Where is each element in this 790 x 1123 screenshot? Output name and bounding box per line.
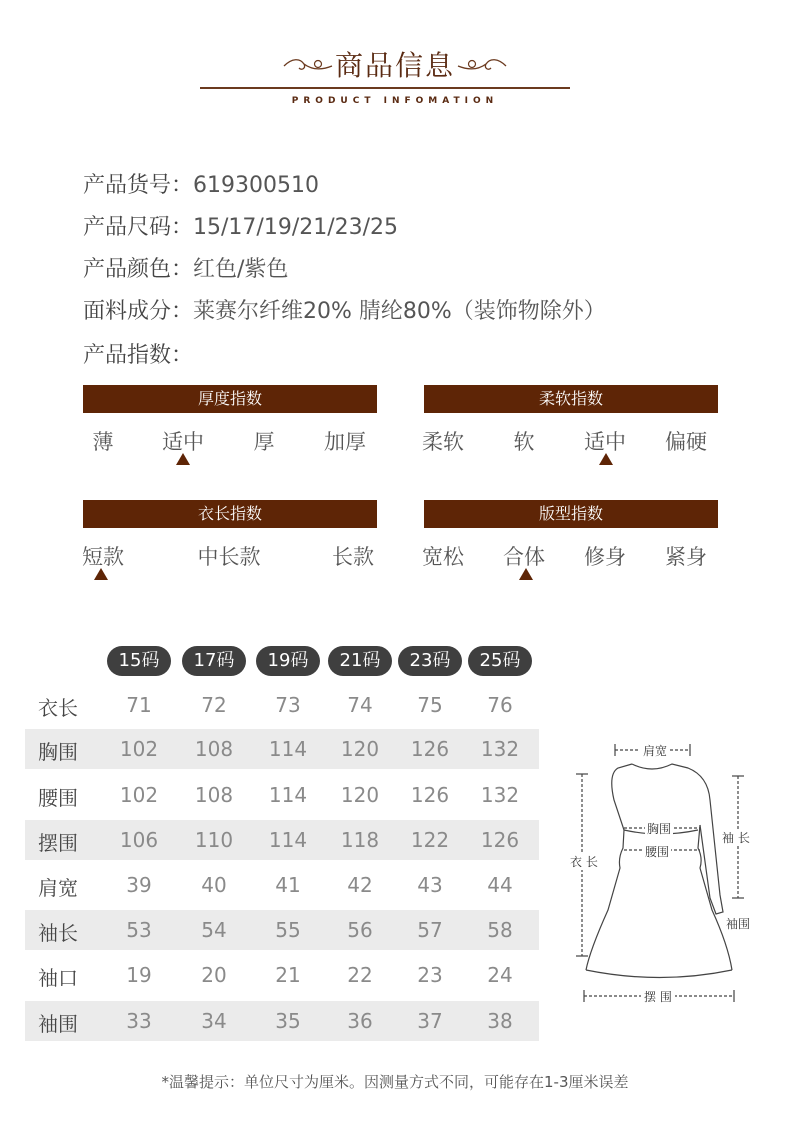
table-cell: 126 <box>410 737 450 761</box>
info-item-size: 产品尺码：15/17/19/21/23/25 <box>83 215 399 240</box>
table-cell: 41 <box>275 873 301 897</box>
softness-option: 软 <box>513 430 535 454</box>
table-cell: 114 <box>268 783 308 807</box>
fit-marker-icon <box>519 568 533 580</box>
thickness-option: 薄 <box>92 430 114 454</box>
table-cell: 126 <box>480 828 520 852</box>
table-cell: 120 <box>340 737 380 761</box>
table-cell: 35 <box>275 1009 301 1033</box>
table-cell: 76 <box>487 693 513 717</box>
softness-option: 适中 <box>584 430 626 454</box>
diagram-label-waist: 腰围 <box>645 845 670 859</box>
table-cell: 58 <box>487 918 513 942</box>
fit-option: 修身 <box>584 545 626 569</box>
row-label: 摆围 <box>38 831 78 855</box>
table-cell: 40 <box>201 873 227 897</box>
table-cell: 54 <box>201 918 227 942</box>
table-cell: 132 <box>480 783 520 807</box>
info-item-number: 产品货号：619300510 <box>83 173 319 198</box>
table-cell: 24 <box>487 963 513 987</box>
softness-marker-icon <box>599 453 613 465</box>
row-label: 袖长 <box>38 921 78 945</box>
diagram-label-hem: 摆 围 <box>641 988 675 1005</box>
table-cell: 55 <box>275 918 301 942</box>
thickness-option: 加厚 <box>324 430 366 454</box>
softness-index-bar: 柔软指数 <box>424 385 718 413</box>
softness-option: 柔软 <box>422 430 464 454</box>
table-cell: 102 <box>119 783 159 807</box>
length-option: 短款 <box>82 545 124 569</box>
table-cell: 33 <box>126 1009 152 1033</box>
table-cell: 56 <box>347 918 373 942</box>
info-item-fabric: 面料成分：莱赛尔纤维20% 腈纶80%（装饰物除外） <box>83 299 606 324</box>
table-cell: 75 <box>417 693 443 717</box>
length-option: 长款 <box>332 545 374 569</box>
thickness-marker-icon <box>176 453 190 465</box>
size-header: 15码 <box>107 646 171 676</box>
table-cell: 37 <box>417 1009 443 1033</box>
table-cell: 43 <box>417 873 443 897</box>
row-label: 腰围 <box>38 786 78 810</box>
row-label: 肩宽 <box>38 876 78 900</box>
table-cell: 74 <box>347 693 373 717</box>
table-cell: 132 <box>480 737 520 761</box>
diagram-label-shoulder: 肩宽 <box>640 742 670 759</box>
row-label: 袖口 <box>38 966 78 990</box>
header-divider <box>200 87 570 89</box>
section-title: 商品信息 <box>334 49 455 82</box>
section-subtitle: PRODUCT INFOMATION <box>291 96 499 106</box>
flourish-left-icon <box>282 56 334 76</box>
softness-option: 偏硬 <box>665 430 707 454</box>
table-cell: 22 <box>347 963 373 987</box>
length-option: 中长款 <box>197 545 261 569</box>
table-cell: 23 <box>417 963 443 987</box>
table-cell: 110 <box>194 828 234 852</box>
table-cell: 72 <box>201 693 227 717</box>
flourish-right-icon <box>456 56 508 76</box>
thickness-option: 适中 <box>162 430 204 454</box>
row-label: 衣长 <box>38 696 78 720</box>
table-cell: 114 <box>268 828 308 852</box>
table-cell: 126 <box>410 783 450 807</box>
thickness-option: 厚 <box>253 430 275 454</box>
table-cell: 44 <box>487 873 513 897</box>
diagram-label-sleeve-length: 袖 长 <box>722 831 750 845</box>
info-item-index: 产品指数： <box>83 343 194 368</box>
table-cell: 20 <box>201 963 227 987</box>
table-cell: 36 <box>347 1009 373 1033</box>
size-header: 25码 <box>468 646 532 676</box>
size-header: 23码 <box>398 646 462 676</box>
table-cell: 114 <box>268 737 308 761</box>
table-cell: 73 <box>275 693 301 717</box>
diagram-label-chest: 胸围 <box>647 822 672 836</box>
thickness-index-bar: 厚度指数 <box>83 385 377 413</box>
table-cell: 53 <box>126 918 152 942</box>
measurement-note: *温馨提示：单位尺寸为厘米。因测量方式不同，可能存在1-3厘米误差 <box>161 1073 629 1091</box>
table-cell: 34 <box>201 1009 227 1033</box>
fit-option: 合体 <box>503 545 545 569</box>
fit-option: 紧身 <box>665 545 707 569</box>
table-cell: 122 <box>410 828 450 852</box>
table-cell: 71 <box>126 693 152 717</box>
fit-index-bar: 版型指数 <box>424 500 718 528</box>
table-cell: 120 <box>340 783 380 807</box>
length-index-bar: 衣长指数 <box>83 500 377 528</box>
dress-diagram-icon <box>560 730 780 1010</box>
table-cell: 102 <box>119 737 159 761</box>
table-cell: 108 <box>194 737 234 761</box>
row-label: 袖围 <box>38 1012 78 1036</box>
table-cell: 38 <box>487 1009 513 1033</box>
diagram-label-length: 衣 长 <box>570 855 598 869</box>
length-marker-icon <box>94 568 108 580</box>
fit-option: 宽松 <box>422 545 464 569</box>
diagram-label-cuff: 袖围 <box>726 917 751 931</box>
info-item-color: 产品颜色：红色/紫色 <box>83 257 289 282</box>
table-cell: 108 <box>194 783 234 807</box>
size-header: 19码 <box>256 646 320 676</box>
table-cell: 118 <box>340 828 380 852</box>
table-cell: 42 <box>347 873 373 897</box>
size-header: 21码 <box>328 646 392 676</box>
table-cell: 57 <box>417 918 443 942</box>
size-header: 17码 <box>182 646 246 676</box>
table-cell: 19 <box>126 963 152 987</box>
row-label: 胸围 <box>38 740 78 764</box>
table-cell: 106 <box>119 828 159 852</box>
table-cell: 21 <box>275 963 301 987</box>
table-cell: 39 <box>126 873 152 897</box>
